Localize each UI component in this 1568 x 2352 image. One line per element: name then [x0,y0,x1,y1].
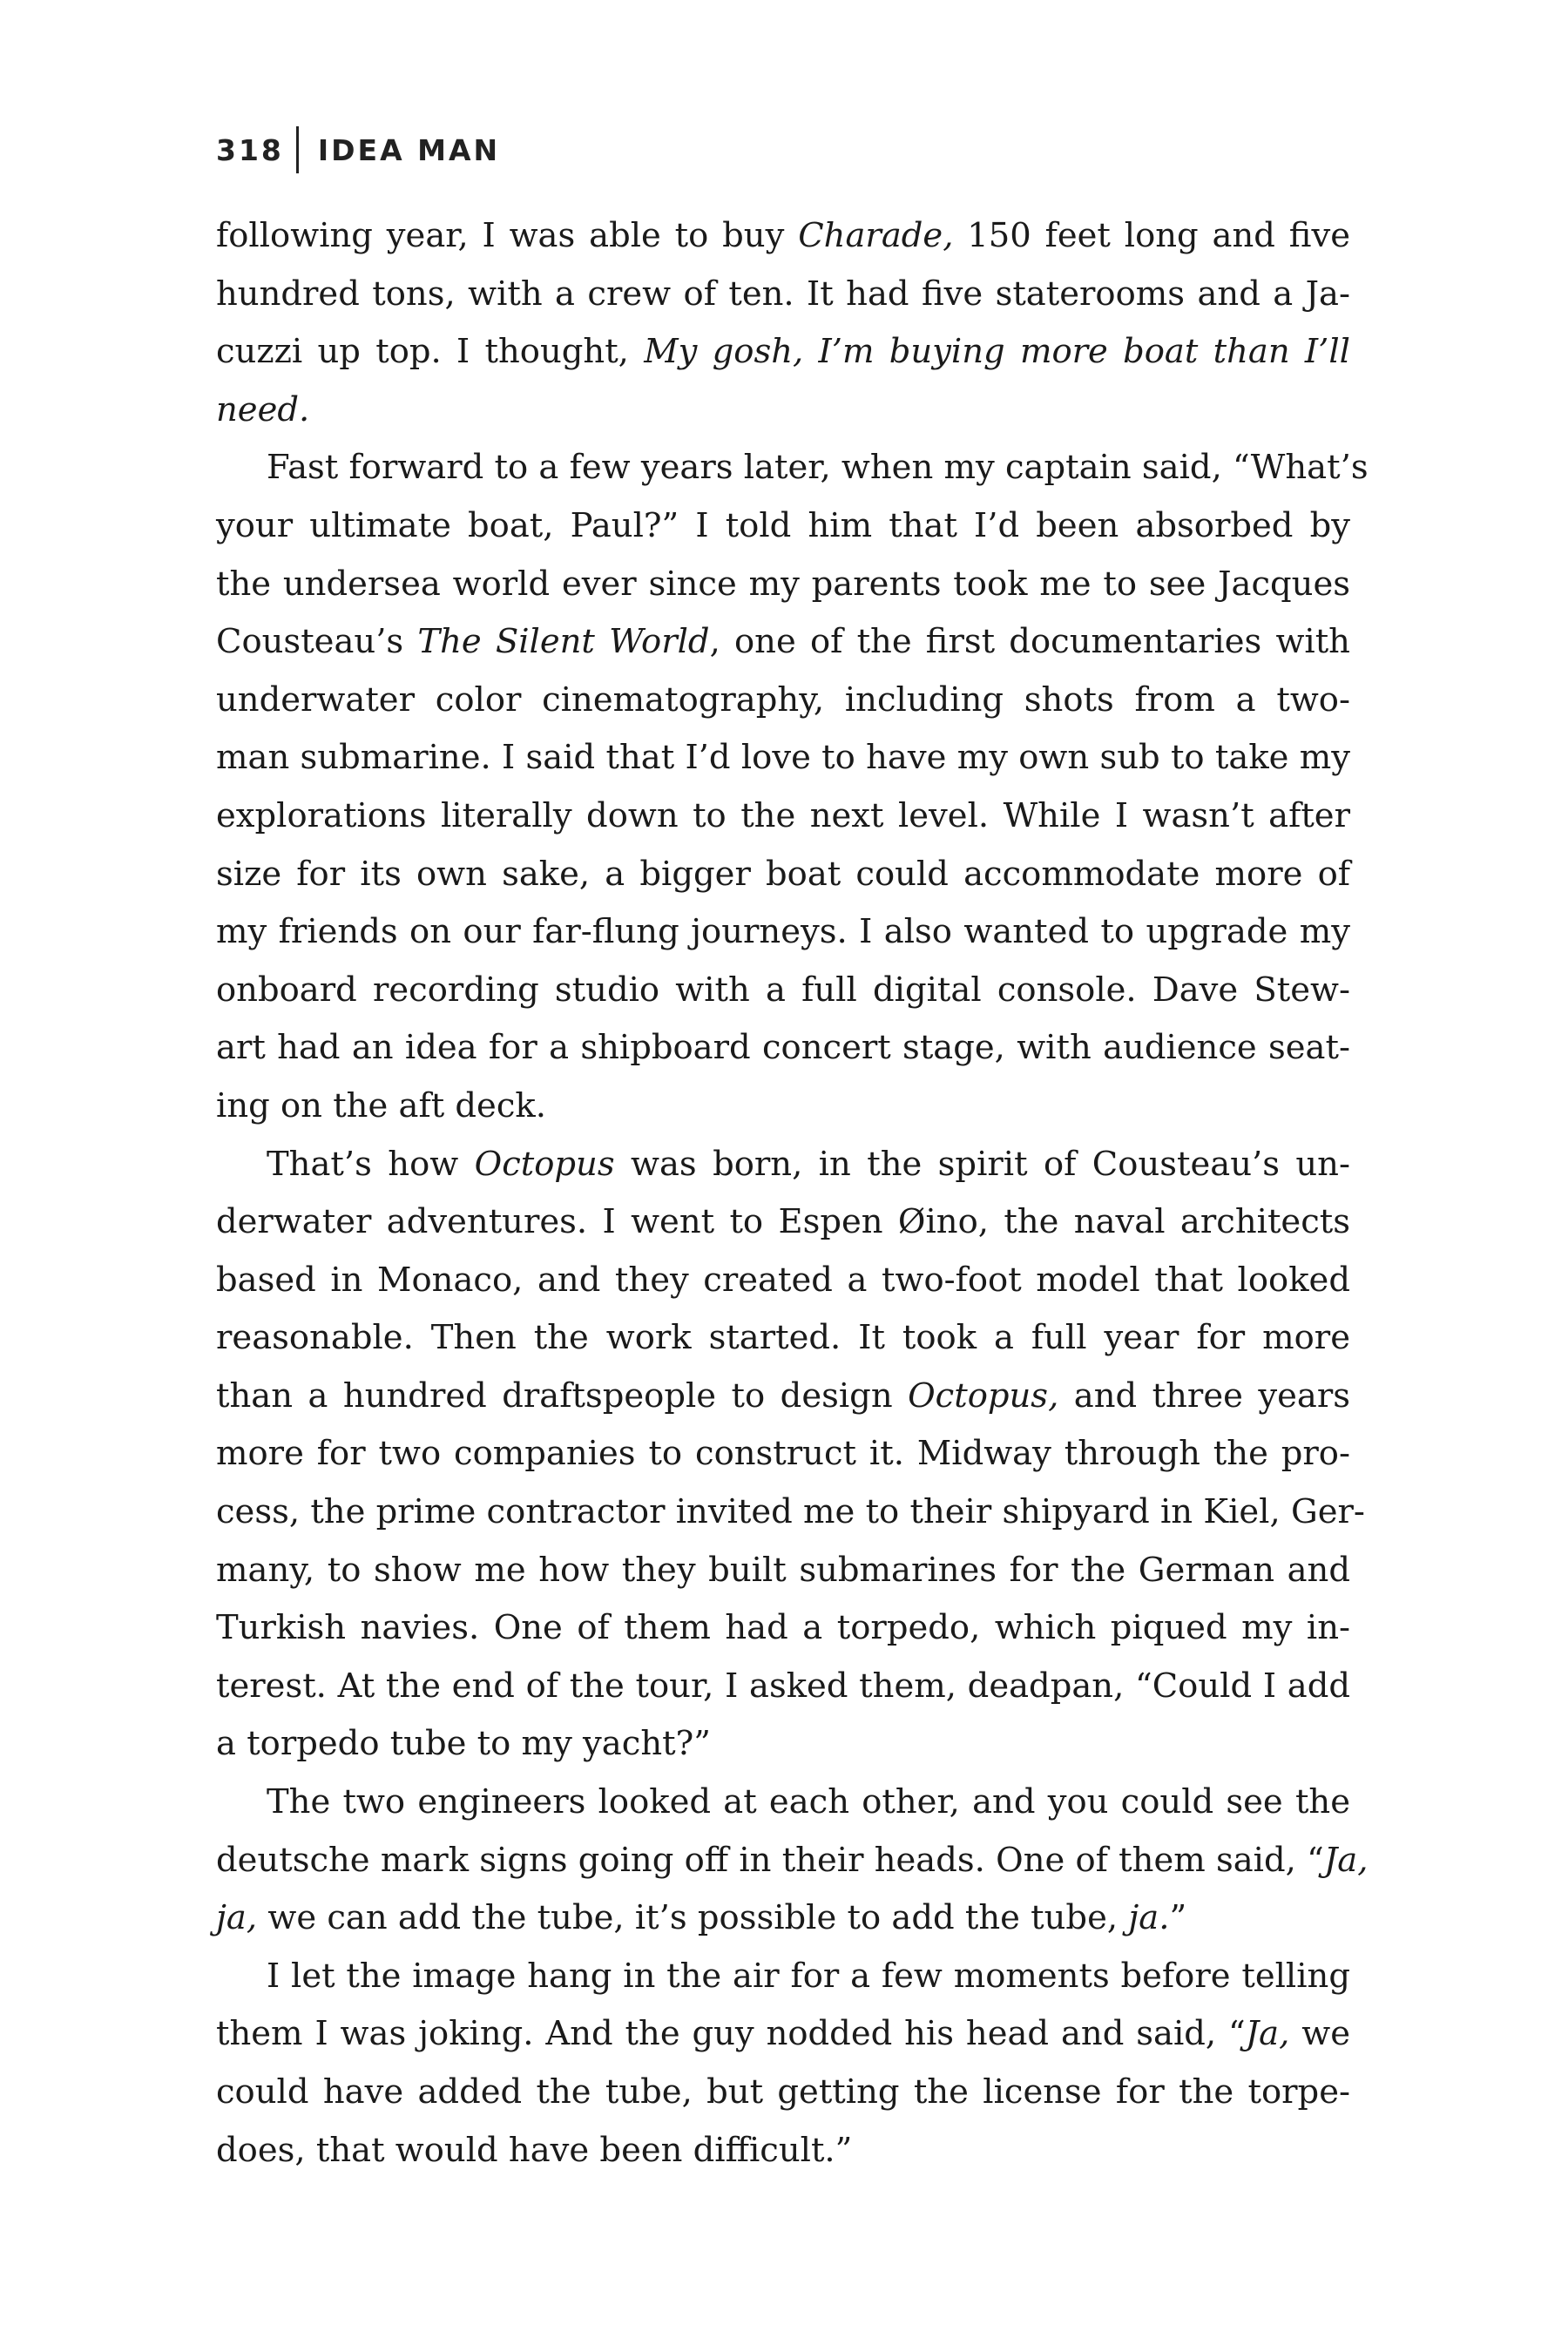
text-span: onboard recording studio with a full digital console. Dave Stew- [216,970,1350,1010]
text-line [216,1019,1350,1078]
text-line [216,382,1350,440]
text-span: That’s how [267,1144,475,1184]
text-line [216,1309,1350,1368]
text-span: does, that would have been difficult.” [216,2130,853,2170]
text-span: and three years [1058,1375,1351,1416]
text-span: 150 feet long and five [953,216,1350,255]
text-line [216,2005,1350,2064]
text-line [216,729,1350,787]
text-line [216,1368,1350,1426]
text-span: , one of the first documentaries with [709,622,1350,662]
header-rule [296,126,299,173]
text-line [216,1425,1350,1484]
text-span: ing on the aft deck. [216,1085,546,1125]
text-line [216,903,1350,962]
text-line [216,846,1350,904]
text-span: we can add the tube, it’s possible to add the tube, [257,1898,1129,1938]
italic-span: need. [216,389,310,429]
text-span: hundred tons, with a crew of ten. It had five staterooms and a Ja- [216,274,1350,314]
text-line [216,787,1350,846]
text-line [216,2064,1350,2122]
text-span: than a hundred draftspeople to design [216,1375,909,1416]
text-line [216,1252,1350,1310]
text-span: Turkish navies. One of them had a torpedo, which piqued my in- [216,1608,1350,1648]
text-span: underwater color cinematography, including shots from a two- [216,679,1350,720]
running-title: IDEA MAN [317,132,501,167]
text-span: size for its own sake, a bigger boat could accommodate more of [216,854,1350,894]
text-line [216,1078,1350,1136]
italic-span: ja. [1128,1898,1170,1938]
text-line [216,207,1350,266]
text-line [216,266,1350,324]
text-span: explorations literally down to the next level. While I wasn’t after [216,795,1350,835]
italic-span: Octopus, [908,1375,1059,1416]
body-text [216,207,1369,2180]
text-span: Fast forward to a few years later, when my captain said, “What’s [267,448,1369,488]
text-span: many, to show me how they built submarines for the German and [216,1550,1350,1590]
italic-span: Ja, [1245,2014,1290,2054]
italic-span: Ja, [1323,1840,1369,1880]
text-line [216,1715,1350,1774]
page-number: 318 [216,132,284,167]
text-span: deutsche mark signs going off in their heads. One of them said, “ [216,1840,1324,1880]
text-span: the undersea world ever since my parents took me to see Jacques [216,564,1350,604]
text-line [216,1193,1350,1252]
text-line [216,672,1350,730]
text-span: your ultimate boat, Paul?” I told him that I’d been absorbed by [216,505,1350,545]
text-span: Cousteau’s [216,622,418,662]
text-span: them I was joking. And the guy nodded his head and said, “ [216,2014,1246,2054]
text-span: terest. At the end of the tour, I asked them, deadpan, “Could I add [216,1666,1350,1706]
text-span: my friends on our far-flung journeys. I also wanted to upgrade my [216,912,1350,952]
text-line [216,1599,1350,1658]
text-span: The two engineers looked at each other, and you could see the [267,1782,1350,1822]
text-span: man submarine. I said that I’d love to have my own sub to take my [216,738,1350,778]
italic-span: Octopus [474,1144,615,1184]
italic-span: Charade, [798,216,954,255]
text-span: based in Monaco, and they created a two-foot model that looked [216,1260,1350,1300]
text-span: a torpedo tube to my yacht?” [216,1724,711,1764]
text-span: could have added the tube, but getting the license for the torpe- [216,2072,1350,2112]
text-span: was born, in the spirit of Cousteau’s un- [614,1144,1350,1184]
text-line [216,1948,1350,2006]
text-line [216,962,1350,1020]
text-span: we [1289,2014,1351,2054]
text-line [216,1832,1369,1890]
text-line [216,1136,1350,1194]
text-line [216,497,1350,556]
text-line [216,2122,1350,2180]
text-line [216,556,1350,614]
text-line [216,1484,1365,1542]
italic-span: My gosh, I’m buying more boat than I’ll [644,332,1350,372]
text-line [216,1542,1350,1600]
running-head [216,131,500,169]
text-span: ” [1169,1898,1187,1938]
text-span: cuzzi up top. I thought, [216,332,645,372]
text-span: following year, I was able to buy [216,216,799,255]
italic-span: ja, [216,1898,258,1938]
text-span: reasonable. Then the work started. It took a full year for more [216,1318,1350,1358]
italic-span: The Silent World [417,622,710,662]
text-line [216,439,1369,497]
text-span: derwater adventures. I went to Espen Øino, the naval architects [216,1202,1350,1242]
text-line [216,323,1350,382]
text-line [216,1774,1350,1832]
text-line [216,1889,1350,1948]
text-span: more for two companies to construct it. Midway through the pro- [216,1434,1350,1474]
text-span: art had an idea for a shipboard concert stage, with audience seat- [216,1028,1350,1068]
text-line [216,613,1350,672]
text-span: cess, the prime contractor invited me to their shipyard in Kiel, Ger- [216,1492,1365,1532]
text-line [216,1658,1350,1716]
text-span: I let the image hang in the air for a few moments before telling [267,1956,1350,1996]
